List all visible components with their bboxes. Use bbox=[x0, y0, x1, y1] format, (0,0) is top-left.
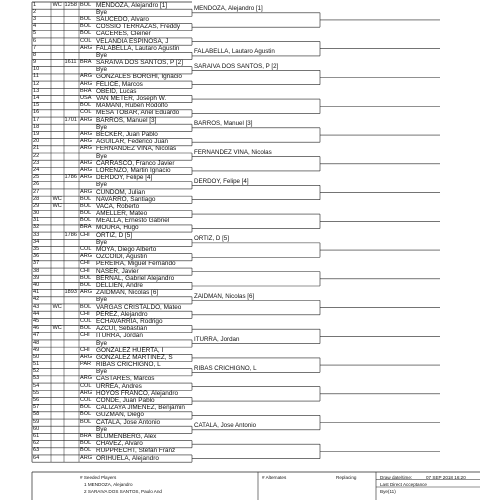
draw-position: 35 bbox=[33, 246, 40, 253]
player-name: RIBAS CRICHIGNO, L bbox=[96, 361, 161, 369]
player-name: Bye bbox=[96, 181, 108, 189]
player-name: NAVARRO, Santiago bbox=[96, 195, 156, 203]
player-nation: ARG bbox=[80, 116, 93, 123]
draw-position: 62 bbox=[33, 440, 40, 447]
player-name: VARGAS CRISTALDO, Mateo bbox=[96, 303, 182, 311]
draw-position: 42 bbox=[33, 296, 40, 303]
draw-position: 61 bbox=[33, 432, 40, 439]
player-name: PEREIRA, Miguel Fernando bbox=[96, 260, 176, 268]
draw-position: 11 bbox=[33, 73, 39, 80]
player-name: Bye bbox=[96, 339, 108, 347]
player-name: FERNANDEZ VINA, Nicolas bbox=[96, 145, 177, 153]
draw-position: 51 bbox=[33, 361, 40, 368]
player-nation: ARG bbox=[80, 375, 93, 382]
player-name: MESA TOBAR, Ariel Eduardo bbox=[96, 109, 180, 117]
player-name: OZCOIDI, Agustin bbox=[96, 253, 148, 261]
draw-position: 59 bbox=[33, 418, 40, 425]
player-nation: COL bbox=[80, 246, 92, 253]
draw-position: 25 bbox=[33, 174, 40, 181]
player-name: Bye bbox=[96, 368, 108, 376]
player-name: GONZALES BORGHI, Ignacio bbox=[96, 73, 182, 81]
draw-position: 22 bbox=[33, 152, 40, 159]
draw-position: 7 bbox=[33, 44, 37, 51]
player-nation: BOL bbox=[80, 1, 92, 8]
draw-position: 48 bbox=[33, 339, 40, 346]
player-name: AMELLER, Mateo bbox=[96, 210, 148, 218]
draw-position: 26 bbox=[33, 181, 40, 188]
player-name: CACERES, Cleiner bbox=[96, 30, 151, 38]
draw-position: 49 bbox=[33, 346, 40, 353]
draw-position: 34 bbox=[33, 238, 40, 245]
player-name: ITURRA, Jordan bbox=[96, 332, 143, 340]
player-nation: COL bbox=[80, 397, 92, 404]
player-nation: BOL bbox=[80, 440, 92, 447]
player-name: Bye bbox=[96, 425, 108, 433]
player-nation: BOL bbox=[80, 217, 92, 224]
draw-position: 6 bbox=[33, 37, 37, 44]
player-nation: COL bbox=[80, 382, 92, 389]
player-rank: 1611 bbox=[64, 59, 77, 66]
draw-position: 63 bbox=[33, 447, 40, 454]
player-nation: ARG bbox=[80, 145, 93, 152]
draw-position: 58 bbox=[33, 411, 40, 418]
player-name: GUZMAN, Diego bbox=[96, 411, 144, 419]
draw-position: 43 bbox=[33, 303, 40, 310]
player-name: Bye bbox=[96, 8, 108, 16]
player-nation: ARG bbox=[80, 166, 93, 173]
player-name: CALIZAYA JIMENEZ, Benjamin bbox=[96, 404, 185, 412]
seeded-player-1: 1 MENDOZA, Alejandro bbox=[84, 482, 133, 487]
player-nation: BOL bbox=[80, 210, 92, 217]
round2-player: CATALA, Jose Antonio bbox=[194, 422, 257, 430]
player-name: MENDOZA, Alejandro [1] bbox=[96, 1, 168, 9]
draw-position: 40 bbox=[33, 282, 40, 288]
draw-position: 2 bbox=[33, 8, 37, 15]
draw-position: 29 bbox=[33, 202, 40, 209]
player-name: RUPPRECHT, Stefan Franz bbox=[96, 447, 176, 455]
player-nation: BOL bbox=[80, 404, 92, 411]
entry-status: WC bbox=[52, 1, 62, 8]
player-nation: CHI bbox=[80, 332, 90, 339]
player-name: VAN METER, Joseph W. bbox=[96, 95, 167, 103]
round2-player: BARROS, Manuel [3] bbox=[194, 120, 253, 128]
player-nation: BOL bbox=[80, 303, 92, 310]
player-name: URREA, Andres bbox=[96, 382, 142, 390]
player-name: MOURA, Hugo bbox=[96, 224, 139, 232]
draw-position: 8 bbox=[33, 51, 37, 58]
draw-date-label: Draw date/time: bbox=[380, 475, 413, 480]
player-nation: CHI bbox=[80, 260, 90, 267]
draw-position: 31 bbox=[33, 217, 40, 224]
draw-position: 57 bbox=[33, 404, 40, 411]
player-name: ORTIZ, D [5] bbox=[96, 231, 133, 239]
player-rank: 1258 bbox=[64, 1, 77, 8]
draw-position: 39 bbox=[33, 274, 40, 281]
player-nation: ARG bbox=[80, 454, 93, 461]
last-direct-acceptance-label: Last Direct Acceptance bbox=[380, 482, 427, 487]
draw-position: 54 bbox=[33, 382, 40, 389]
entry-status: WC bbox=[52, 325, 62, 332]
round2-player: FALABELLA, Lautaro Agustin bbox=[194, 48, 275, 56]
player-name: Bye bbox=[96, 296, 108, 304]
draw-position: 45 bbox=[33, 317, 40, 324]
draw-position: 17 bbox=[33, 116, 40, 123]
player-name: DERDOY, Felipe [4] bbox=[96, 174, 153, 182]
draw-date-value: 07 SEP 2018 16:20 bbox=[426, 475, 466, 480]
player-nation: COL bbox=[80, 109, 92, 116]
player-nation: COL bbox=[80, 37, 92, 44]
draw-position: 12 bbox=[33, 80, 40, 87]
player-nation: BOL bbox=[80, 411, 92, 418]
round2-player: ITURRA, Jordan bbox=[194, 335, 240, 343]
draw-position: 56 bbox=[33, 397, 40, 404]
draw-position: 27 bbox=[33, 188, 40, 195]
draw-position: 36 bbox=[33, 253, 40, 260]
player-nation: PAR bbox=[80, 361, 92, 368]
player-name: SAUCEDO, Alvaro bbox=[96, 15, 149, 23]
player-name: MEALLA, Ernesto Gabriel bbox=[96, 217, 170, 225]
player-nation: CHI bbox=[80, 267, 90, 274]
player-name: LORENZO, Martin Ignacio bbox=[96, 166, 171, 174]
player-nation: ARG bbox=[80, 289, 93, 296]
player-name: AGUILAR, Federico Juan bbox=[96, 138, 169, 146]
draw-position: 30 bbox=[33, 210, 40, 217]
player-nation: BRA bbox=[80, 432, 92, 439]
draw-position: 10 bbox=[33, 66, 40, 73]
player-rank: 1701 bbox=[64, 116, 77, 123]
player-name: VELANDIA ESPINOSA, J bbox=[96, 37, 169, 45]
player-nation: USA bbox=[80, 95, 92, 102]
draw-position: 32 bbox=[33, 224, 40, 231]
player-name: BLUMENBERG, Alex bbox=[96, 432, 157, 440]
player-name: CONDE, Juan Pablo bbox=[96, 397, 155, 405]
player-name: SARAIVA DOS SANTOS, P [2] bbox=[96, 59, 184, 67]
player-nation: BOL bbox=[80, 274, 92, 281]
player-name: Bye bbox=[96, 238, 108, 246]
player-nation: BOL bbox=[80, 30, 92, 37]
player-nation: BOL bbox=[80, 447, 92, 454]
player-name: DELLIEN, Andre bbox=[96, 282, 143, 289]
draw-position: 13 bbox=[33, 87, 40, 94]
entry-status: WC bbox=[52, 202, 62, 209]
player-name: Bye bbox=[96, 66, 108, 74]
player-name: BARROS, Manuel [3] bbox=[96, 116, 157, 124]
player-name: COSSIO TERRAZAS, Freddy bbox=[96, 23, 181, 31]
draw-position: 37 bbox=[33, 260, 40, 267]
player-name: CARRASCO, Franco Javier bbox=[96, 159, 175, 167]
player-name: NASER, Javier bbox=[96, 267, 139, 275]
draw-position: 15 bbox=[33, 102, 40, 109]
round2-player: ZAIDMAN, Nicolas [6] bbox=[194, 292, 255, 300]
draw-position: 19 bbox=[33, 131, 40, 137]
player-name: Bye bbox=[96, 123, 108, 131]
draw-position: 44 bbox=[33, 310, 40, 317]
player-name: GONZALEZ MARTINEZ, S bbox=[96, 353, 173, 361]
draw-position: 5 bbox=[33, 30, 37, 37]
round2-player: DERDOY, Felipe [4] bbox=[194, 177, 249, 185]
player-nation: BRA bbox=[80, 59, 92, 66]
player-nation: COL bbox=[80, 317, 92, 324]
draw-position: 33 bbox=[33, 231, 40, 238]
player-name: VACA, Roberto bbox=[96, 202, 140, 210]
player-name: GONZALEZ HUERTA, I bbox=[96, 346, 164, 354]
alternates-title: # Alternates bbox=[262, 475, 287, 480]
draw-position: 55 bbox=[33, 389, 40, 396]
draw-position: 47 bbox=[33, 332, 40, 339]
player-name: FELICE, Marcos bbox=[96, 80, 143, 88]
player-name: HOYOS FRANCO, Alejandro bbox=[96, 389, 179, 397]
player-name: CUNDOM, Julian bbox=[96, 188, 146, 196]
player-nation: BOL bbox=[80, 282, 92, 288]
player-nation: BRA bbox=[80, 87, 92, 94]
player-nation: ARG bbox=[80, 253, 93, 260]
player-name: AZCUI, Sebastian bbox=[96, 325, 148, 333]
entry-status: WC bbox=[52, 195, 62, 202]
draw-position: 4 bbox=[33, 23, 37, 30]
player-name: FALABELLA, Lautaro Agustin bbox=[96, 44, 180, 52]
seeded-player-2: 2 SARAIVA DOS SANTOS, Paulo And bbox=[84, 489, 162, 494]
player-nation: ARG bbox=[80, 44, 93, 51]
draw-position: 60 bbox=[33, 425, 40, 432]
player-name: ECHAVARRIA, Rodrigo bbox=[96, 317, 163, 325]
player-nation: ARG bbox=[80, 73, 93, 80]
player-nation: ARG bbox=[80, 389, 93, 396]
draw-position: 1 bbox=[33, 1, 37, 8]
player-nation: ARG bbox=[80, 174, 93, 181]
player-nation: ARG bbox=[80, 188, 93, 195]
player-name: OBEID, Lucas bbox=[96, 87, 137, 95]
draw-position: 14 bbox=[33, 95, 40, 102]
draw-position: 16 bbox=[33, 109, 40, 116]
player-nation: BOL bbox=[80, 202, 92, 209]
player-name: Bye bbox=[96, 51, 108, 59]
player-nation: BOL bbox=[80, 15, 92, 22]
player-nation: CHI bbox=[80, 346, 90, 353]
player-rank: 1893 bbox=[64, 289, 77, 296]
round2-player: FERNANDEZ VINA, Nicolas bbox=[194, 148, 272, 156]
player-nation: ARG bbox=[80, 138, 93, 145]
player-name: BERNAL, Gabriel Alejandro bbox=[96, 274, 175, 282]
player-name: ZAIDMAN, Nicolas [6] bbox=[96, 289, 159, 297]
player-name: ORIHUELA, Alejandro bbox=[96, 454, 159, 462]
player-name: MOYA, Diego Alberto bbox=[96, 246, 157, 254]
draw-position: 21 bbox=[33, 145, 40, 152]
player-name: BECKER, Juan Pablo bbox=[96, 131, 158, 138]
player-name: PEREZ, Alejandro bbox=[96, 310, 148, 318]
draw-position: 24 bbox=[33, 166, 40, 173]
round2-player: SARAIVA DOS SANTOS, P [2] bbox=[194, 62, 279, 70]
round2-player: ORTIZ, D [5] bbox=[194, 235, 229, 243]
last-direct-acceptance-value: Bye(11) bbox=[380, 489, 396, 494]
draw-position: 9 bbox=[33, 59, 37, 66]
player-nation: ARG bbox=[80, 131, 93, 137]
player-rank: 1786 bbox=[64, 174, 77, 181]
player-rank: 1786 bbox=[64, 231, 77, 238]
draw-position: 52 bbox=[33, 368, 40, 375]
draw-position: 50 bbox=[33, 353, 40, 360]
player-name: CATALA, Jose Antonio bbox=[96, 418, 161, 426]
draw-position: 3 bbox=[33, 15, 37, 22]
player-name: CASTARES, Marcos bbox=[96, 375, 155, 383]
draw-position: 46 bbox=[33, 325, 40, 332]
round2-player: RIBAS CRICHIGNO, L bbox=[194, 364, 257, 372]
draw-position: 18 bbox=[33, 123, 40, 130]
round2-player: MENDOZA, Alejandro [1] bbox=[194, 5, 263, 13]
player-nation: BOL bbox=[80, 23, 92, 30]
player-nation: CHI bbox=[80, 231, 90, 238]
draw-position: 41 bbox=[33, 289, 40, 296]
player-nation: CHI bbox=[80, 310, 90, 317]
entry-status: WC bbox=[52, 303, 62, 310]
player-name: CHAVEZ, Alvaro bbox=[96, 440, 143, 448]
draw-position: 53 bbox=[33, 375, 40, 382]
player-nation: ARG bbox=[80, 80, 93, 87]
replacing-title: Replacing bbox=[336, 475, 357, 480]
player-nation: BOL bbox=[80, 102, 92, 109]
player-nation: BOL bbox=[80, 195, 92, 202]
player-nation: BOL bbox=[80, 418, 92, 425]
player-nation: BOL bbox=[80, 325, 92, 332]
player-nation: BRA bbox=[80, 224, 92, 231]
player-name: MAMANI, Ruben Rodolfo bbox=[96, 102, 168, 110]
draw-position: 38 bbox=[33, 267, 40, 274]
draw-position: 28 bbox=[33, 195, 40, 202]
player-name: Bye bbox=[96, 152, 108, 160]
draw-position: 64 bbox=[33, 454, 40, 461]
draw-position: 20 bbox=[33, 138, 40, 145]
seeded-players-title: # Seeded Players bbox=[80, 475, 117, 480]
player-nation: ARG bbox=[80, 353, 93, 360]
player-nation: ARG bbox=[80, 159, 93, 166]
draw-position: 23 bbox=[33, 159, 40, 166]
